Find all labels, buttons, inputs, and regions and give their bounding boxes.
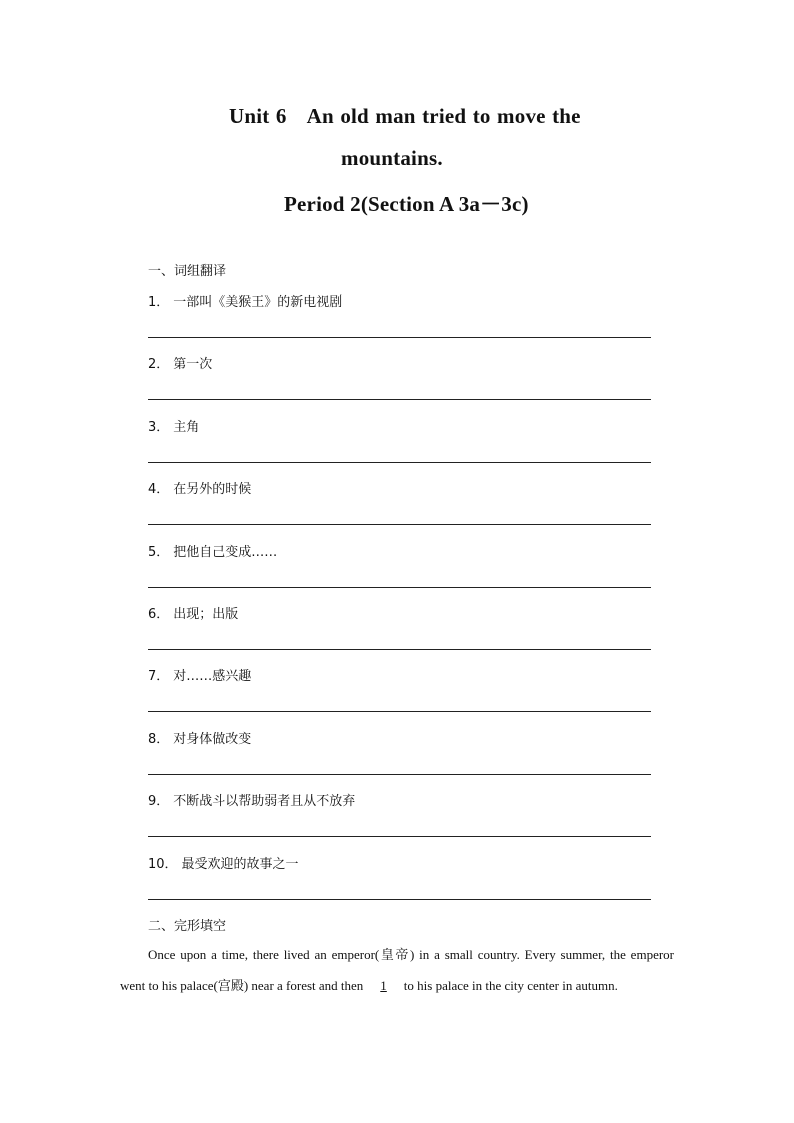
item-prompt: 把他自己变成……	[173, 545, 278, 560]
exercise-item	[148, 416, 199, 435]
answer-line[interactable]	[148, 587, 651, 588]
item-prompt: 对……感兴趣	[173, 669, 252, 684]
answer-line[interactable]	[148, 399, 651, 400]
answer-line[interactable]	[148, 711, 651, 712]
exercise-item	[148, 728, 251, 747]
answer-line[interactable]	[148, 337, 651, 338]
item-number: 7．	[148, 669, 170, 684]
exercise-item	[148, 353, 212, 372]
exercise-item	[148, 478, 251, 497]
answer-line[interactable]	[148, 649, 651, 650]
item-number: 1．	[148, 295, 170, 310]
answer-line[interactable]	[148, 774, 651, 775]
exercise-item	[148, 853, 299, 872]
item-prompt: 主角	[173, 420, 200, 435]
exercise-item	[148, 291, 342, 310]
item-prompt: 最受欢迎的故事之一	[181, 857, 299, 872]
section-heading-cloze: 二、完形填空	[148, 919, 227, 934]
item-prompt: 第一次	[173, 357, 213, 372]
period-subtitle: Period 2(Section A 3a－3c)	[284, 192, 529, 216]
item-prompt: 一部叫《美猴王》的新电视剧	[173, 295, 343, 310]
item-number: 10．	[148, 857, 178, 872]
item-number: 4．	[148, 482, 170, 497]
answer-line[interactable]	[148, 899, 651, 900]
item-prompt: 不断战斗以帮助弱者且从不放弃	[173, 794, 356, 809]
item-prompt: 对身体做改变	[173, 732, 252, 747]
item-number: 5．	[148, 545, 170, 560]
page-title-line-1	[229, 104, 581, 129]
item-number: 3．	[148, 420, 170, 435]
answer-line[interactable]	[148, 524, 651, 525]
title-text: An old man tried to move the	[306, 104, 581, 128]
answer-line[interactable]	[148, 836, 651, 837]
cloze-passage	[120, 939, 674, 1001]
item-number: 6．	[148, 607, 170, 622]
exercise-item	[148, 541, 277, 560]
unit-label: Unit 6	[229, 104, 287, 128]
section-heading-phrase-translation: 一、词组翻译	[148, 264, 227, 279]
item-number: 8．	[148, 732, 170, 747]
item-prompt: 在另外的时候	[173, 482, 252, 497]
item-number: 2．	[148, 357, 170, 372]
cloze-blank-1[interactable]: 1	[380, 978, 387, 993]
exercise-item	[148, 790, 355, 809]
passage-text: Once upon a time, there lived an emperor(皇帝) in a small country. Every summer, the emperor went to his palace(宫殿) near a forest and then	[120, 947, 674, 993]
item-prompt: 出现；出版	[173, 607, 239, 622]
answer-line[interactable]	[148, 462, 651, 463]
exercise-item	[148, 665, 251, 684]
item-number: 9．	[148, 794, 170, 809]
page-title-line-2: mountains.	[341, 146, 443, 170]
passage-text: to his palace in the city center in autumn.	[400, 978, 618, 993]
exercise-item	[148, 603, 238, 622]
